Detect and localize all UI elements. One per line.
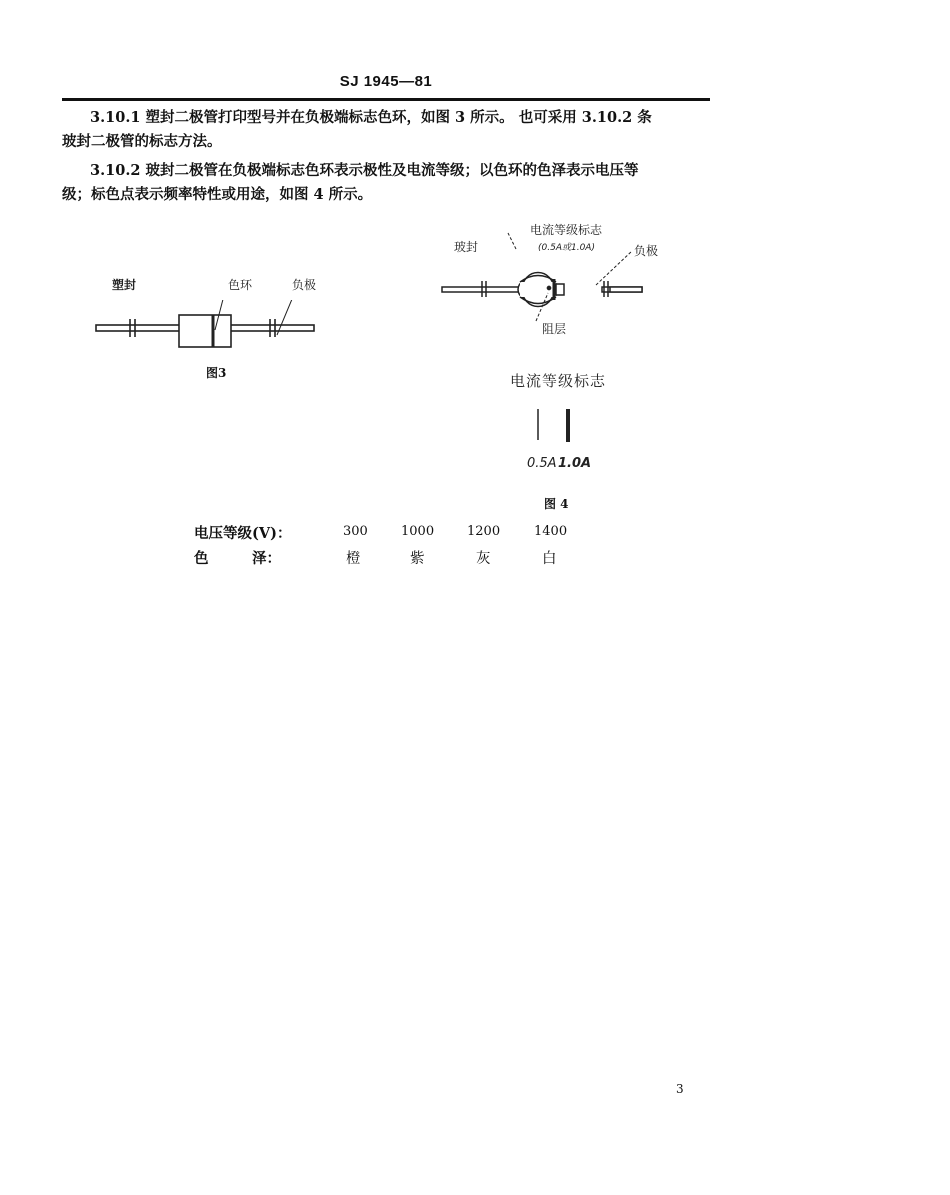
header-rule: [62, 98, 710, 101]
voltage-value: 1400: [534, 524, 568, 539]
color-value: 紫: [410, 551, 425, 567]
figure-4-current-marks: [528, 405, 578, 445]
color-value: 白: [542, 551, 557, 567]
color-value: 灰: [476, 551, 491, 567]
color-label: 色 泽：: [194, 550, 281, 567]
figure-4-cathode-label: 负极: [634, 244, 659, 258]
figure-3-caption: 图3: [206, 366, 227, 380]
document-code: SJ 1945—81: [339, 73, 433, 90]
voltage-value: 1200: [467, 524, 501, 539]
figure-4-current-mark-label: 电流等级标志: [530, 223, 603, 237]
figure-4-current-values-label: (0.5A或1.0A): [538, 243, 595, 253]
page-number: 3: [676, 1082, 684, 1096]
figure-4-legend-title: 电流等级标志: [510, 372, 607, 390]
figure-4-glass-label: 玻封: [454, 240, 479, 254]
color-value: 橙: [346, 551, 361, 567]
paragraph-3-10-2-line1: 3.10.2 玻封二极管在负极端标志色环表示极性及电流等级；以色环的色泽表示电压等: [90, 162, 639, 179]
figure-3-plastic-label: 塑封: [112, 278, 137, 292]
figure-4-legend-1-0a: 1.0A: [558, 456, 592, 471]
figure-4-legend-0-5a: 0.5A: [527, 456, 557, 471]
figure-3-cathode-label: 负极: [292, 278, 317, 292]
voltage-value: 1000: [401, 524, 435, 539]
paragraph-3-10-2-line2: 级；标色点表示频率特性或用途，如图 4 所示。: [62, 186, 373, 203]
figure-3-diode-drawing: [90, 300, 320, 360]
paragraph-3-10-1-line1: 3.10.1 塑封二极管打印型号并在负极端标志色环，如图 3 所示。 也可采用 3.10.2 条: [90, 109, 652, 126]
figure-4-resistor-layer-label: 阻层: [542, 322, 567, 336]
figure-3-color-ring-label: 色环: [228, 278, 253, 292]
voltage-value: 300: [343, 524, 368, 539]
figure-4-caption: 图 4: [544, 497, 569, 511]
paragraph-3-10-1-line2: 玻封二极管的标志方法。: [62, 133, 222, 150]
voltage-grade-label: 电压等级(V)：: [194, 525, 292, 542]
